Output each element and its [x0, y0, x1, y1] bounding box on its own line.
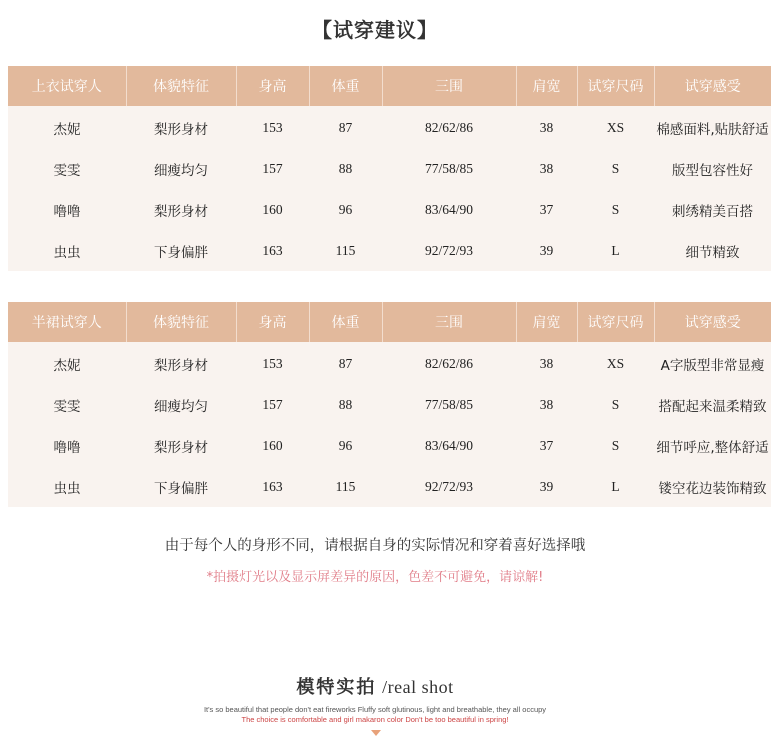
shoulder-width: 38: [516, 106, 577, 148]
real-shot-title-en: /real shot: [382, 677, 454, 697]
tester-name: 雯雯: [8, 384, 126, 425]
height: 153: [236, 106, 309, 148]
header-cell: 试穿尺码: [577, 302, 654, 342]
feedback: A字版型非常显瘦: [654, 342, 771, 384]
weight: 115: [309, 230, 382, 271]
header-cell: 试穿感受: [654, 302, 771, 342]
body-type: 细瘦均匀: [126, 148, 236, 189]
header-cell: 肩宽: [516, 66, 577, 106]
table-row: [8, 384, 771, 425]
body-type: 梨形身材: [126, 342, 236, 384]
table-row: [8, 425, 771, 466]
height: 157: [236, 148, 309, 189]
size: S: [577, 425, 654, 466]
feedback: 镂空花边装饰精致: [654, 466, 771, 507]
weight: 87: [309, 106, 382, 148]
tester-name: 杰妮: [8, 106, 126, 148]
down-arrow-icon: [371, 730, 381, 736]
header-cell: 体重: [309, 302, 382, 342]
size: L: [577, 230, 654, 271]
weight: 88: [309, 384, 382, 425]
skirt-fitting-table: [8, 302, 771, 507]
tester-name: 虫虫: [8, 466, 126, 507]
measurements: 77/58/85: [382, 384, 516, 425]
body-type: 下身偏胖: [126, 230, 236, 271]
measurements: 83/64/90: [382, 425, 516, 466]
shoulder-width: 38: [516, 384, 577, 425]
table-header-row: [8, 302, 771, 342]
header-cell: 半裙试穿人: [8, 302, 126, 342]
weight: 115: [309, 466, 382, 507]
size: S: [577, 384, 654, 425]
size: L: [577, 466, 654, 507]
section-title: 【试穿建议】: [312, 18, 438, 42]
measurements: 92/72/93: [382, 230, 516, 271]
header-cell: 试穿尺码: [577, 66, 654, 106]
header-cell: 上衣试穿人: [8, 66, 126, 106]
height: 163: [236, 230, 309, 271]
header-cell: 体重: [309, 66, 382, 106]
tester-name: 雯雯: [8, 148, 126, 189]
real-shot-tagline-2: The choice is comfortable and girl makaron color Don't be too beautiful in spring!: [241, 715, 509, 724]
size: XS: [577, 342, 654, 384]
table-row: [8, 342, 771, 384]
height: 157: [236, 384, 309, 425]
size: XS: [577, 106, 654, 148]
real-shot-title-cn: 模特实拍: [296, 677, 377, 698]
tester-name: 虫虫: [8, 230, 126, 271]
measurements: 83/64/90: [382, 189, 516, 230]
measurements: 77/58/85: [382, 148, 516, 189]
header-cell: 身高: [236, 66, 309, 106]
shoulder-width: 38: [516, 148, 577, 189]
feedback: 搭配起来温柔精致: [654, 384, 771, 425]
body-type: 下身偏胖: [126, 466, 236, 507]
real-shot-heading: [0, 673, 750, 699]
size: S: [577, 189, 654, 230]
tester-name: 杰妮: [8, 342, 126, 384]
shoulder-width: 37: [516, 189, 577, 230]
real-shot-tagline-1: It's so beautiful that people don't eat fireworks Fluffy soft glutinous, light and breathable, they all occupy: [203, 705, 547, 714]
weight: 87: [309, 342, 382, 384]
table-row: [8, 189, 771, 230]
header-cell: 身高: [236, 302, 309, 342]
tester-name: 噜噜: [8, 425, 126, 466]
shoulder-width: 38: [516, 342, 577, 384]
measurements: 92/72/93: [382, 466, 516, 507]
measurements: 82/62/86: [382, 342, 516, 384]
feedback: 刺绣精美百搭: [654, 189, 771, 230]
height: 153: [236, 342, 309, 384]
weight: 96: [309, 189, 382, 230]
table-row: [8, 230, 771, 271]
shoulder-width: 39: [516, 466, 577, 507]
height: 160: [236, 425, 309, 466]
color-warning: *拍摄灯光以及显示屏差异的原因，色差不可避免，请谅解!: [206, 570, 544, 585]
table-row: [8, 106, 771, 148]
tester-name: 噜噜: [8, 189, 126, 230]
body-type: 梨形身材: [126, 189, 236, 230]
header-cell: 体貌特征: [126, 302, 236, 342]
header-cell: 三围: [382, 66, 516, 106]
body-type: 细瘦均匀: [126, 384, 236, 425]
height: 163: [236, 466, 309, 507]
table-header-row: [8, 66, 771, 106]
shoulder-width: 39: [516, 230, 577, 271]
fit-note: 由于每个人的身形不同，请根据自身的实际情况和穿着喜好选择哦: [164, 538, 586, 554]
header-cell: 试穿感受: [654, 66, 771, 106]
body-type: 梨形身材: [126, 425, 236, 466]
header-cell: 三围: [382, 302, 516, 342]
top-fitting-table: [8, 66, 771, 271]
table-row: [8, 148, 771, 189]
table-row: [8, 466, 771, 507]
height: 160: [236, 189, 309, 230]
feedback: 棉感面料,贴肤舒适: [654, 106, 771, 148]
feedback: 细节呼应,整体舒适: [654, 425, 771, 466]
size: S: [577, 148, 654, 189]
shoulder-width: 37: [516, 425, 577, 466]
feedback: 细节精致: [654, 230, 771, 271]
feedback: 版型包容性好: [654, 148, 771, 189]
header-cell: 体貌特征: [126, 66, 236, 106]
measurements: 82/62/86: [382, 106, 516, 148]
weight: 96: [309, 425, 382, 466]
header-cell: 肩宽: [516, 302, 577, 342]
body-type: 梨形身材: [126, 106, 236, 148]
weight: 88: [309, 148, 382, 189]
